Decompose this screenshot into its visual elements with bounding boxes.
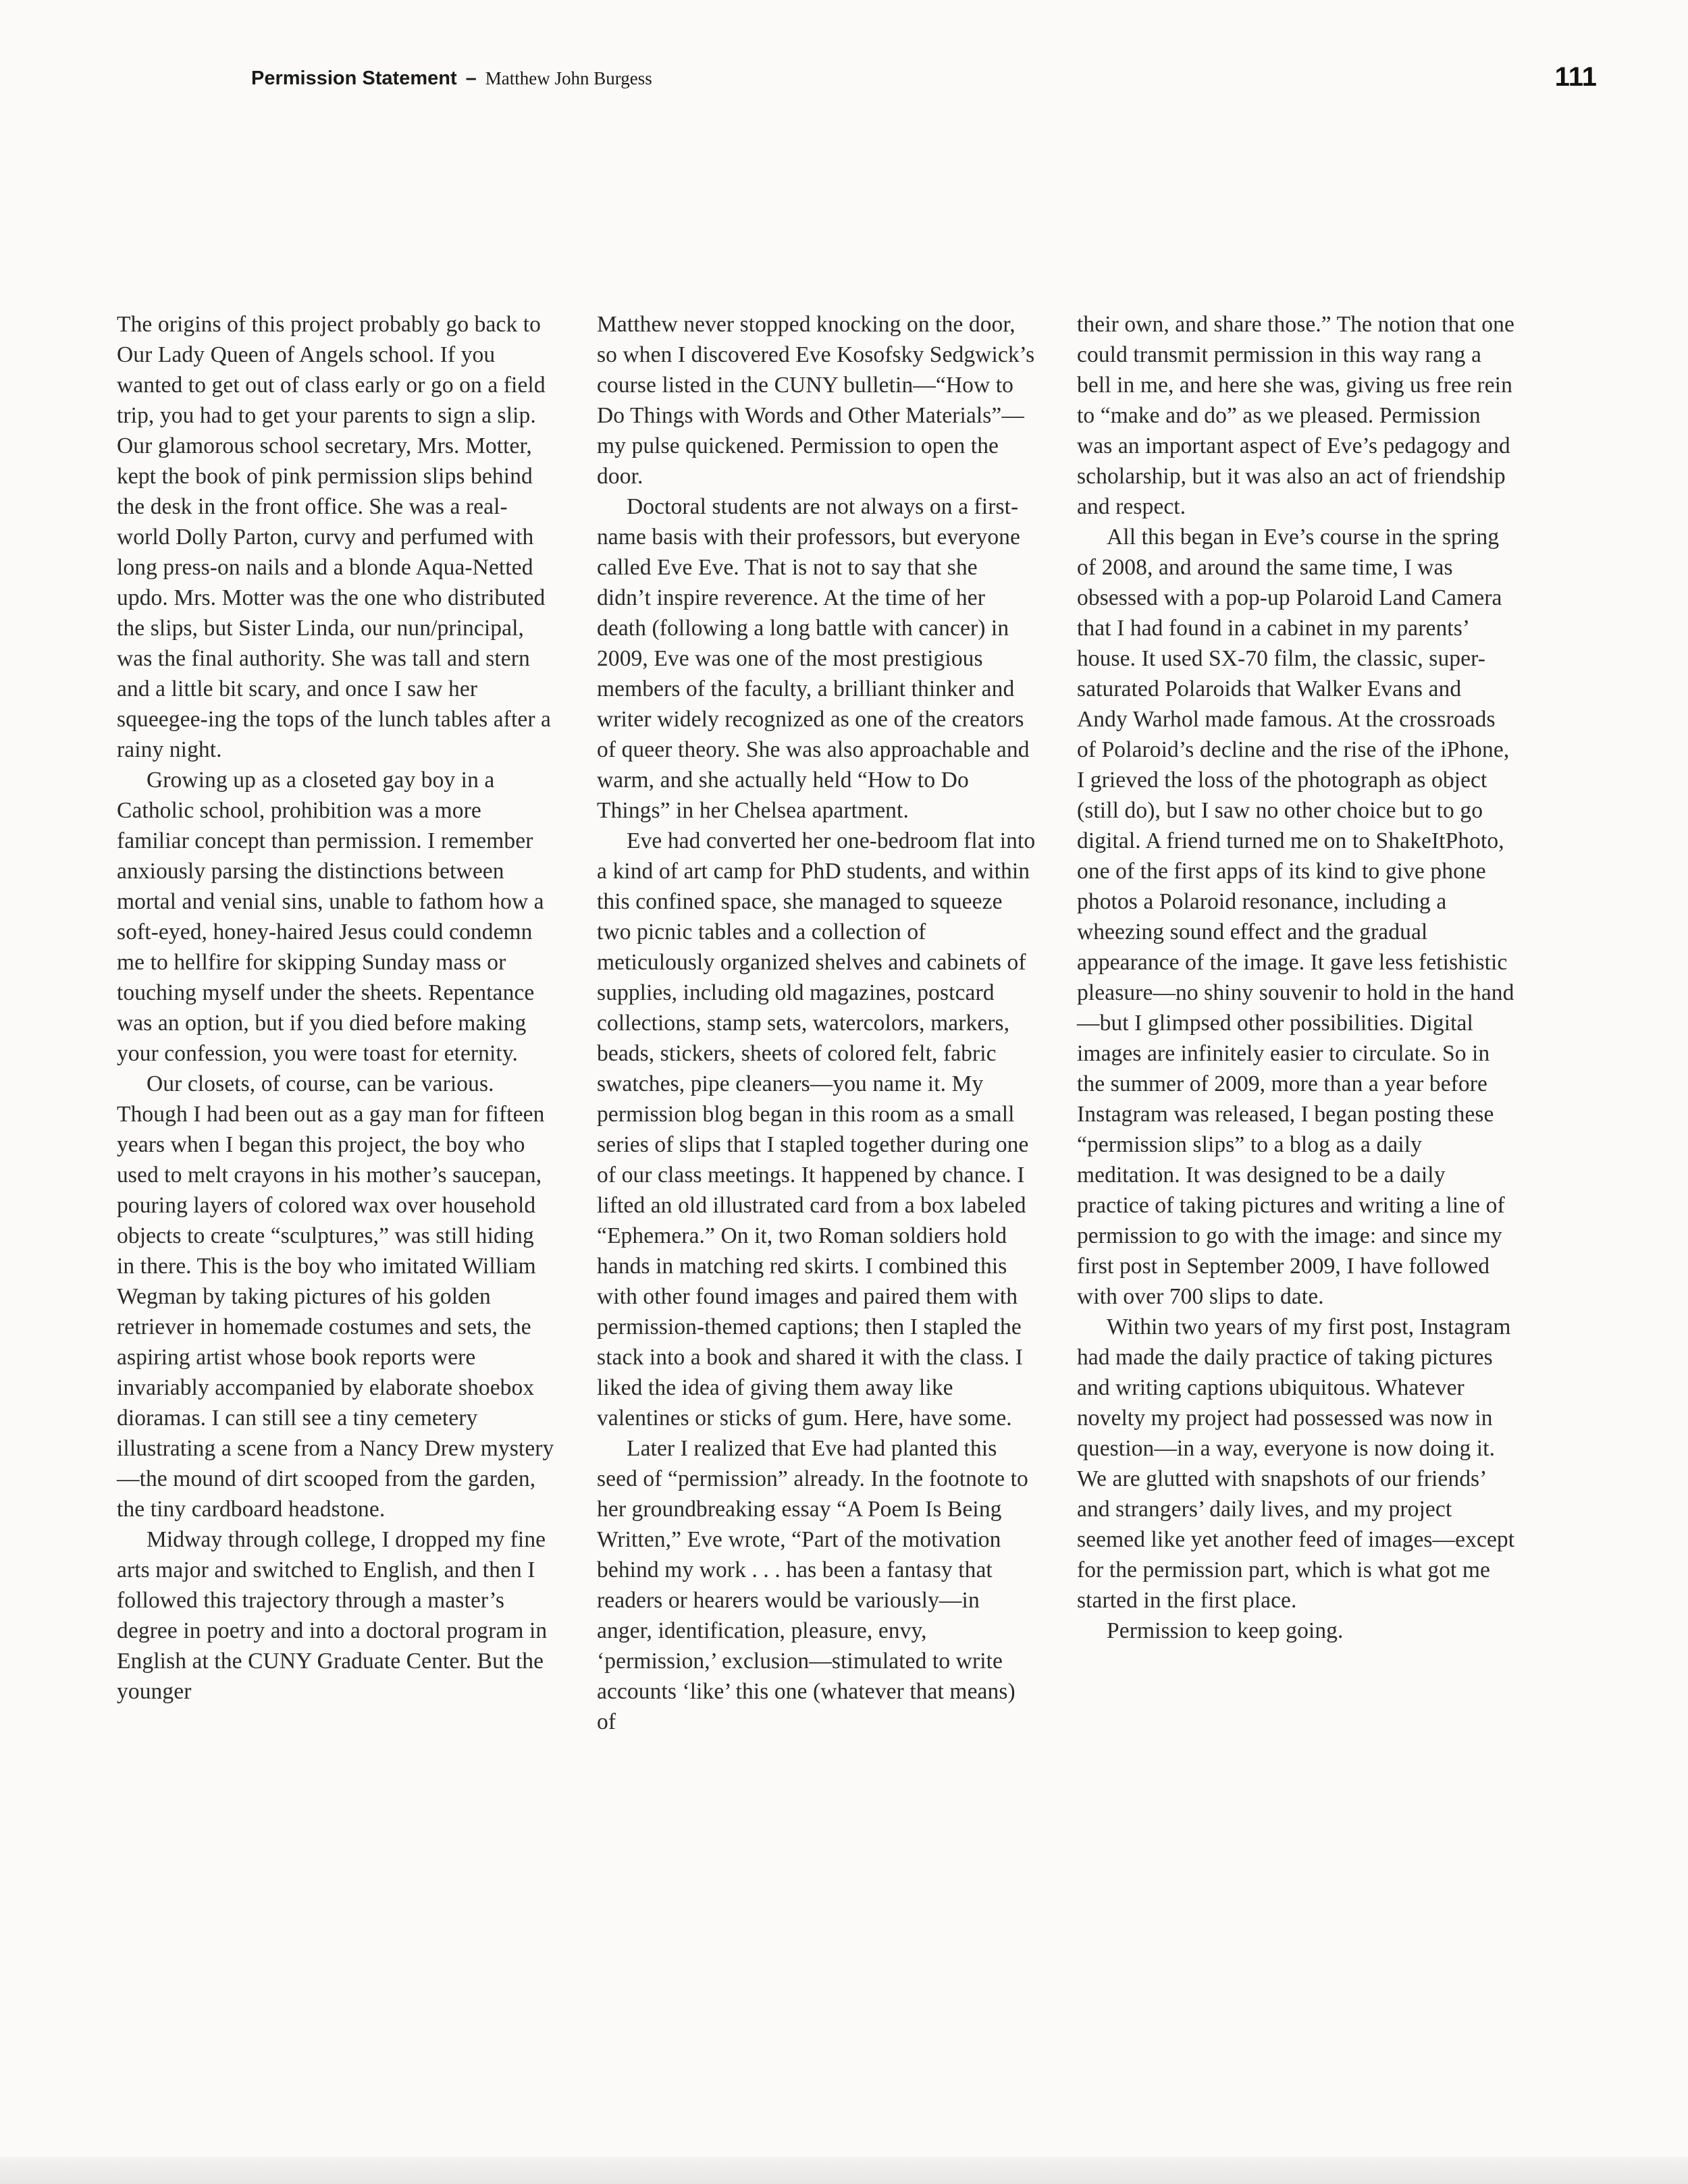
author-name: Matthew John Burgess <box>485 68 652 88</box>
title-separator: – <box>465 68 477 89</box>
paragraph: Doctoral students are not always on a first-name basis with their professors, but everyone called Eve Eve. That is not to say that she didn’t inspire reverence. At the time of her death (following a long battle with cancer) in 2009, Eve was one of the most prestigious members of the faculty, a brilliant thinker and writer widely recognized as one of the creators of queer theory. She was also approachable and warm, and she actually held “How to Do Things” in her Chelsea apartment. <box>597 494 1030 823</box>
paragraph: Matthew never stopped knocking on the door, so when I discovered Eve Kosofsky Sedgwick’s course listed in the CUNY bulletin—“How to Do Things with Words and Other Materials”—my pulse quickened. Permission to open the door. <box>597 312 1035 489</box>
paragraph: Midway through college, I dropped my fine arts major and switched to English, and then I followed this trajectory through a master’s degree in poetry and into a doctoral program in English at the CUNY Graduate Center. But the younger <box>117 1527 548 1704</box>
paragraph: their own, and share those.” The notion that one could transmit permission in this way rang a bell in me, and here she was, giving us free rein to “make and do” as we pleased. Permission was an important aspect of Eve’s pedagogy and scholarship, but it was also an act of friendship and respect. <box>1077 312 1514 519</box>
paragraph: All this began in Eve’s course in the spring of 2008, and around the same time, I was obsessed with a pop-up Polaroid Land Camera that I had found in a cabinet in my parents’ house. It used SX-70 film, the classic, super-saturated Polaroids that Walker Evans and Andy Warhol made famous. At the crossroads of Polaroid’s decline and the rise of the iPhone, I grieved the loss of the photograph as object (still do), but I saw no other choice but to go digital. A friend turned me on to ShakeItPhoto, one of the first apps of its kind to give phone photos a Polaroid resonance, including a wheezing sound effect and the gradual appearance of the image. It gave less fetishistic pleasure—no shiny souvenir to hold in the hand—but I glimpsed other possibilities. Digital images are infinitely easier to circulate. So in the summer of 2009, more than a year before Instagram was released, I began posting these “permission slips” to a blog as a daily meditation. It was designed to be a daily practice of taking pictures and writing a line of permission to go with the image: and since my first post in September 2009, I have followed with over 700 slips to date. <box>1077 525 1514 1309</box>
paragraph: Within two years of my first post, Instagram had made the daily practice of taking pictures and writing captions ubiquitous. Whatever novelty my project had possessed was now in question—in a way, everyone is now doing it. We are glutted with snapshots of our friends’ and strangers’ daily lives, and my project seemed like yet another feed of images—except for the permission part, which is what got me started in the first place. <box>1077 1314 1515 1613</box>
section-title: Permission Statement <box>251 68 457 89</box>
paragraph: Later I realized that Eve had planted this seed of “permission” already. In the footnote to her groundbreaking essay “A Poem Is Being Written,” Eve wrote, “Part of the motivation behind my work . . . has been a fantasy that readers or hearers would be variously—in anger, identification, pleasure, envy, ‘permission,’ exclusion—stimulated to write accounts ‘like’ this one (whatever that means) of <box>597 1436 1028 1734</box>
text-column-2 <box>597 309 1036 1737</box>
scan-edge-shadow <box>0 2157 1688 2184</box>
paragraph: The origins of this project probably go back to Our Lady Queen of Angels school. If you wanted to get out of class early or go on a field trip, you had to get your parents to sign a slip. Our glamorous school secretary, Mrs. Motter, kept the book of pink permission slips behind the desk in the front office. She was a real-world Dolly Parton, curvy and perfumed with long press-on nails and a blonde Aqua-Netted updo. Mrs. Motter was the one who distributed the slips, but Sister Linda, our nun/principal, was the final authority. She was tall and stern and a little bit scary, and once I saw her squeegee-ing the tops of the lunch tables after a rainy night. <box>117 312 552 762</box>
paragraph: Eve had converted her one-bedroom flat into a kind of art camp for PhD students, and within this confined space, she managed to squeeze two picnic tables and a collection of meticulously organized shelves and cabinets of supplies, including old magazines, postcard collections, stamp sets, watercolors, markers, beads, stickers, sheets of colored felt, fabric swatches, pipe cleaners—you name it. My permission blog began in this room as a small series of slips that I stapled together during one of our class meetings. It happened by chance. I lifted an old illustrated card from a box labeled “Ephemera.” On it, two Roman soldiers hold hands in matching red skirts. I combined this with other found images and paired them with permission-themed captions; then I stapled the stack into a book and shared it with the class. I liked the idea of giving them away like valentines or sticks of gum. Here, have some. <box>597 828 1036 1431</box>
running-head <box>251 68 652 90</box>
paragraph: Permission to keep going. <box>1107 1618 1344 1643</box>
paragraph: Growing up as a closeted gay boy in a Catholic school, prohibition was a more familiar concept than permission. I remember anxiously parsing the distinctions between mortal and venial sins, unable to fathom how a soft-eyed, honey-haired Jesus could condemn me to hellfire for skipping Sunday mass or touching myself under the sheets. Repentance was an option, but if you died before making your confession, you were toast for eternity. <box>117 768 544 1066</box>
page-number: 111 <box>1554 62 1597 92</box>
text-column-1 <box>117 309 556 1707</box>
text-column-3 <box>1077 309 1516 1646</box>
paragraph: Our closets, of course, can be various. Though I had been out as a gay man for fifteen years when I began this project, the boy who used to melt crayons in his mother’s saucepan, pouring layers of colored wax over household objects to create “sculptures,” was still hiding in there. This is the boy who imitated William Wegman by taking pictures of his golden retriever in homemade costumes and sets, the aspiring artist whose book reports were invariably accompanied by elaborate shoebox dioramas. I can still see a tiny cemetery illustrating a scene from a Nancy Drew mystery—the mound of dirt scooped from the garden, the tiny cardboard headstone. <box>117 1071 554 1522</box>
